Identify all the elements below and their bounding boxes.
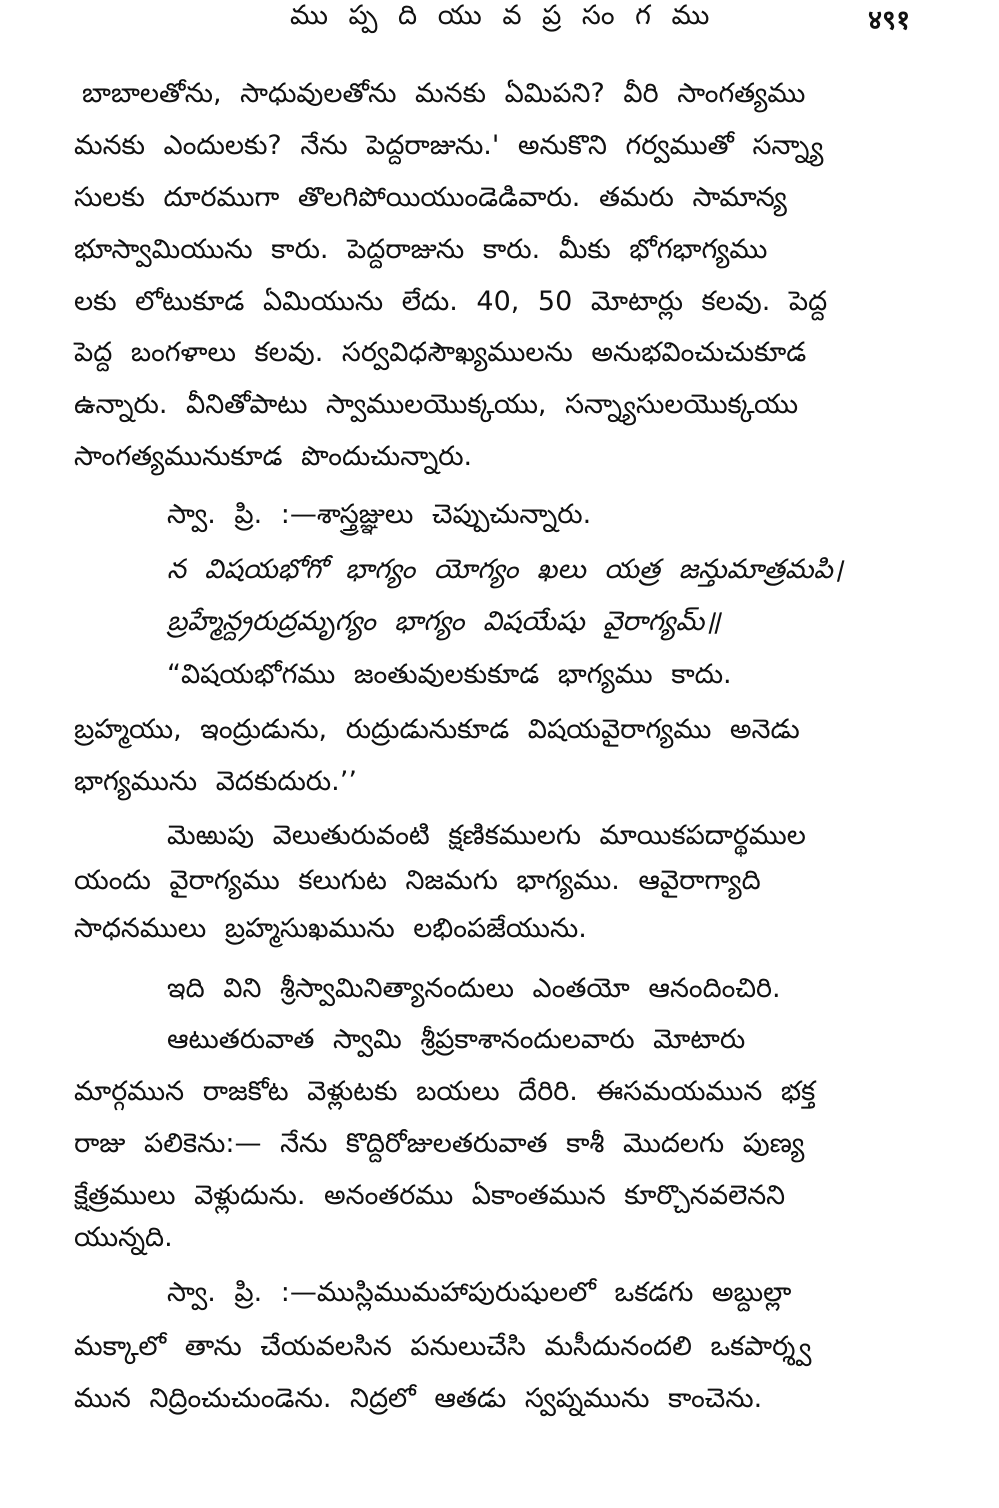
text-line: బ్రహ్మయు, ఇంద్రుడును, రుద్రుడునుకూడ విషయవైరాగ్యము అనెడు xyxy=(74,714,800,745)
text-line: భాగ్యమును వెదకుదురు.’’ xyxy=(74,766,357,797)
sanskrit-verse-line: న విషయభోగో భాగ్యం యోగ్యం ఖలు యత్ర జన్తుమాత్రమపి। xyxy=(167,554,843,585)
speaker-line: స్వా. ప్రి. :—ముస్లిముమహాపురుషులలో ఒకడగు అబ్దుల్లా xyxy=(167,1277,792,1308)
sanskrit-verse-line: బ్రహ్మేన్ద్రరుద్రమృగ్యం భాగ్యం విషయేషు వైరాగ్యమ్॥ xyxy=(167,606,721,637)
text-line: భూస్వామియును కారు. పెద్దరాజును కారు. మీకు భోగభాగ్యము xyxy=(74,234,768,265)
text-line: రాజు పలికెను:— నేను కొద్దిరోజులతరువాత కాశీ మొదలగు పుణ్య xyxy=(74,1128,805,1159)
text-line: “విషయభోగము జంతువులకుకూడ భాగ్యము కాదు. xyxy=(167,659,732,690)
running-head: ము ప్ప ది యు వ ప్ర సం గ ము xyxy=(290,0,716,31)
text-line: యందు వైరాగ్యము కలుగుట నిజమగు భాగ్యము. ఆవైరాగ్యాది xyxy=(74,865,761,896)
text-line: ఇది విని శ్రీస్వామినిత్యానందులు ఎంతయో ఆనందించిరి. xyxy=(167,973,781,1004)
text-line: మక్కాలో తాను చేయవలసిన పనులుచేసి మసీదునందలి ఒకపార్శ్వ xyxy=(74,1331,812,1362)
text-line: యున్నది. xyxy=(74,1222,173,1253)
text-line: ఆటుతరువాత స్వామి శ్రీప్రకాశానందులవారు మోటారు xyxy=(167,1024,746,1055)
text-line: పెద్ద బంగళాలు కలవు. సర్వవిధసౌఖ్యములను అనుభవించుచుకూడ xyxy=(74,337,807,368)
text-line: లకు లోటుకూడ ఏమియును లేదు. 40, 50 మోటార్లు కలవు. పెద్ద xyxy=(74,286,828,317)
page-number: ४९१ xyxy=(868,5,911,36)
text-line: సాంగత్యమునుకూడ పొందుచున్నారు. xyxy=(74,441,473,472)
text-line: సాధనములు బ్రహ్మసుఖమును లభింపజేయును. xyxy=(74,913,587,944)
text-line: ఉన్నారు. వీనితోపాటు స్వాములయొక్కయు, సన్న్యాసులయొక్కయు xyxy=(74,389,799,420)
text-line: సులకు దూరముగా తొలగిపోయియుండెడివారు. తమరు సామాన్య xyxy=(74,182,787,213)
text-line: మనకు ఎందులకు? నేను పెద్దరాజును.' అనుకొని గర్వముతో సన్న్యా xyxy=(74,130,824,161)
text-line: క్షేత్రములు వెళ్లుదును. అనంతరము ఏకాంతమున కూర్చొనవలెనని xyxy=(74,1180,786,1211)
text-line: మున నిద్రించుచుండెను. నిద్రలో ఆతడు స్వప్నమును కాంచెను. xyxy=(74,1383,763,1414)
text-line: మెఱుపు వెలుతురువంటి క్షణికములగు మాయికపదార్థముల xyxy=(167,820,806,851)
text-line: బాబాలతోను, సాధువులతోను మనకు ఏమిపని? వీరి సాంగత్యము xyxy=(82,78,806,109)
speaker-line: స్వా. ప్రి. :—శాస్త్రజ్ఞులు చెప్పుచున్నారు. xyxy=(167,499,592,530)
text-line: మార్గమున రాజకోట వెళ్లుటకు బయలు దేరిరి. ఈసమయమున భక్త xyxy=(74,1076,816,1107)
